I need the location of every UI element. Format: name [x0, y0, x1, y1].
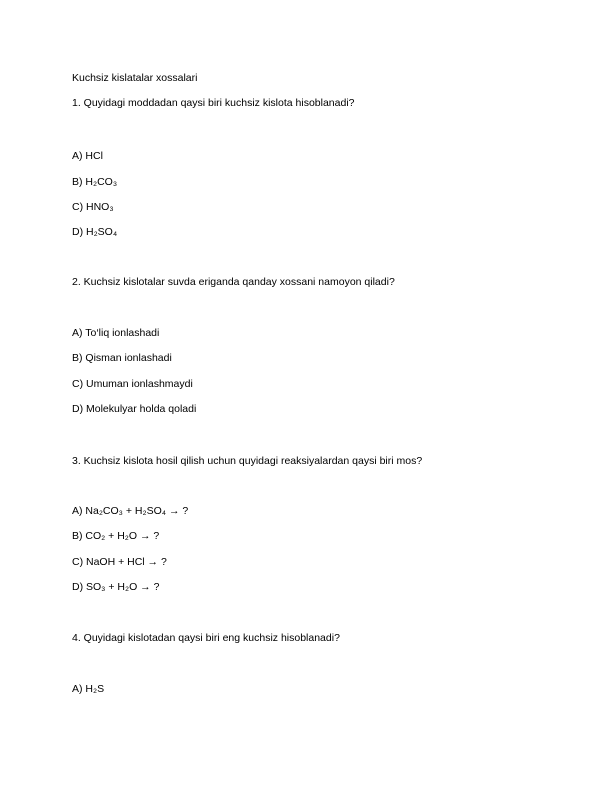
question-2-option-b: B) Qisman ionlashadi — [72, 352, 172, 364]
question-3-option-c: C) NaOH + HCl → ? — [72, 556, 167, 568]
document-title: Kuchsiz kislatalar xossalari — [72, 72, 198, 84]
question-2-option-a: A) To‘liq ionlashadi — [72, 327, 160, 339]
question-3-option-b: B) CO₂ + H₂O → ? — [72, 530, 160, 542]
question-4-text: 4. Quyidagi kislotadan qaysi biri eng kuchsiz hisoblanadi? — [72, 632, 340, 644]
question-3-text: 3. Kuchsiz kislota hosil qilish uchun quyidagi reaksiyalardan qaysi biri mos? — [72, 455, 423, 467]
question-1-option-a: A) HCl — [72, 150, 103, 162]
question-2-option-c: C) Umuman ionlashmaydi — [72, 378, 193, 390]
question-1-option-c: C) HNO₃ — [72, 201, 114, 213]
question-1-option-b: B) H₂CO₃ — [72, 176, 118, 188]
question-4-option-a: A) H₂S — [72, 683, 105, 695]
question-2-text: 2. Kuchsiz kislotalar suvda eriganda qanday xossani namoyon qiladi? — [72, 276, 395, 288]
question-2-option-d: D) Molekulyar holda qoladi — [72, 403, 197, 415]
question-1-option-d: D) H₂SO₄ — [72, 226, 118, 238]
question-3-option-d: D) SO₃ + H₂O → ? — [72, 581, 160, 593]
question-1-text: 1. Quyidagi moddadan qaysi biri kuchsiz kislota hisoblanadi? — [72, 97, 355, 109]
question-3-option-a: A) Na₂CO₃ + H₂SO₄ → ? — [72, 505, 189, 517]
